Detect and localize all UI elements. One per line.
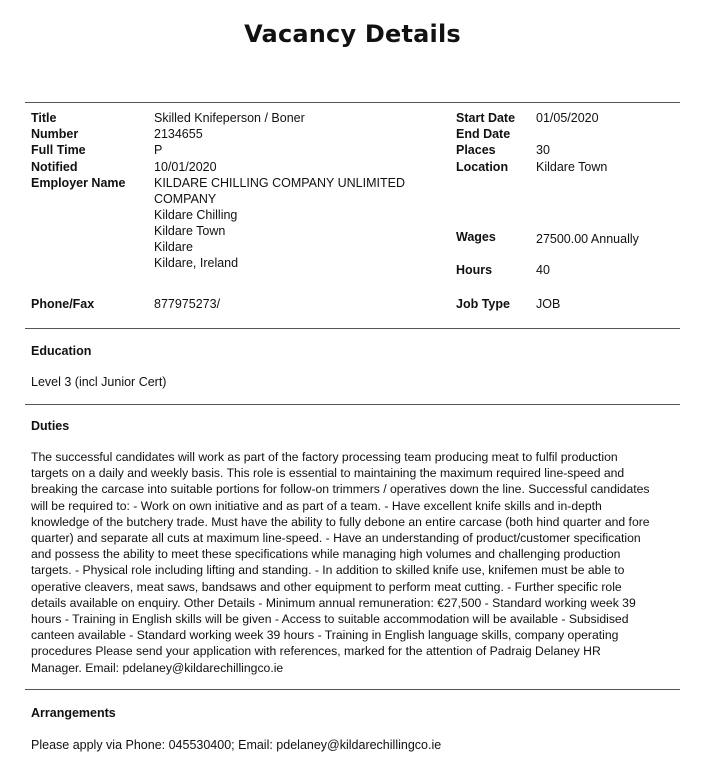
start-date-label: Start Date bbox=[456, 111, 516, 125]
arrangements-heading: Arrangements bbox=[31, 706, 116, 720]
duties-line: The successful candidates will work as part of the factory processing team producing meat to fulfil production bbox=[31, 450, 618, 464]
hours-label: Hours bbox=[456, 263, 493, 277]
education-text: Level 3 (incl Junior Cert) bbox=[31, 375, 167, 389]
job-type-label: Job Type bbox=[456, 297, 510, 311]
duties-line: targets on a daily and weekly basis. This role is essential to maintaining the maximum required line-speed and bbox=[31, 466, 625, 481]
page-title: Vacancy Details bbox=[244, 20, 461, 48]
full-time-value: P bbox=[154, 143, 163, 157]
duties-line: knowledge of the butchery trade. Must have the ability to fully debone an entire carcase (both hind quarter and fore bbox=[31, 514, 650, 529]
divider bbox=[25, 404, 680, 405]
places-value: 30 bbox=[536, 143, 550, 157]
title-value: Skilled Knifeperson / Boner bbox=[154, 111, 305, 125]
duties-line: hours - Training in English skills will be given - Access to suitable accommodation will be available - Subsidised bbox=[31, 612, 629, 627]
employer-line: Kildare Chilling bbox=[154, 208, 238, 222]
location-label: Location bbox=[456, 160, 509, 174]
employer-line: Kildare bbox=[154, 240, 193, 254]
wages-label: Wages bbox=[456, 230, 496, 244]
employer-line: COMPANY bbox=[154, 192, 217, 206]
divider bbox=[25, 689, 680, 690]
phone-fax-value: 877975273/ bbox=[154, 297, 221, 311]
divider bbox=[25, 102, 680, 103]
education-heading: Education bbox=[31, 344, 92, 358]
end-date-label: End Date bbox=[456, 127, 511, 141]
title-label: Title bbox=[31, 111, 57, 125]
location-value: Kildare Town bbox=[536, 160, 608, 174]
duties-line: operative cleavers, meat saws, bandsaws and other equipment to perform meat cutting. - Further specific role bbox=[31, 579, 622, 594]
duties-text bbox=[31, 449, 671, 676]
employer-line: Kildare, Ireland bbox=[154, 256, 239, 270]
duties-line: breaking the carcase into suitable portions for follow-on trimmers / operatives down the line. Successful candidates bbox=[31, 482, 650, 497]
duties-line: will be required to: - Work on own initiative and as part of a team. - Have excellent knife skills and in-depth bbox=[31, 498, 602, 513]
employer-name-label: Employer Name bbox=[31, 176, 126, 190]
number-value: 2134655 bbox=[154, 127, 203, 141]
duties-line: details available on enquiry. Other Details - Minimum annual remuneration: €27,500 - Standard working week 39 bbox=[31, 595, 636, 610]
duties-line: Manager. Email: pdelaney@kildarechillingco.ie bbox=[31, 660, 284, 675]
arrangements-text: Please apply via Phone: 045530400; Email: pdelaney@kildarechillingco.ie bbox=[31, 738, 442, 752]
employer-address bbox=[154, 175, 405, 271]
notified-value: 10/01/2020 bbox=[154, 160, 217, 174]
duties-heading: Duties bbox=[31, 419, 70, 433]
full-time-label: Full Time bbox=[31, 143, 86, 157]
duties-line: and possess the ability to meet these specifications while managing high volumes and challenging production bbox=[31, 547, 621, 562]
hours-value: 40 bbox=[536, 263, 550, 277]
job-type-value: JOB bbox=[536, 297, 561, 311]
number-label: Number bbox=[31, 127, 79, 141]
divider bbox=[25, 328, 680, 329]
duties-line: targets. - Physical role including lifting and standing. - In addition to skilled knife use, knifemen must be able to bbox=[31, 563, 625, 578]
duties-line: canteen available - Standard working week 39 hours - Training in English language skills, company operating bbox=[31, 628, 619, 643]
wages-value: 27500.00 Annually bbox=[536, 232, 639, 246]
employer-line: Kildare Town bbox=[154, 224, 226, 238]
notified-label: Notified bbox=[31, 160, 78, 174]
phone-fax-label: Phone/Fax bbox=[31, 297, 95, 311]
places-label: Places bbox=[456, 143, 496, 157]
employer-line: KILDARE CHILLING COMPANY UNLIMITED bbox=[154, 176, 405, 190]
duties-line: procedures Please send your application with references, marked for the attention of Padraig Delaney HR bbox=[31, 644, 601, 659]
duties-line: quarter) and separate all cuts at maximum line-speed. - Have an understanding of product/customer specification bbox=[31, 531, 641, 546]
start-date-value: 01/05/2020 bbox=[536, 111, 599, 125]
